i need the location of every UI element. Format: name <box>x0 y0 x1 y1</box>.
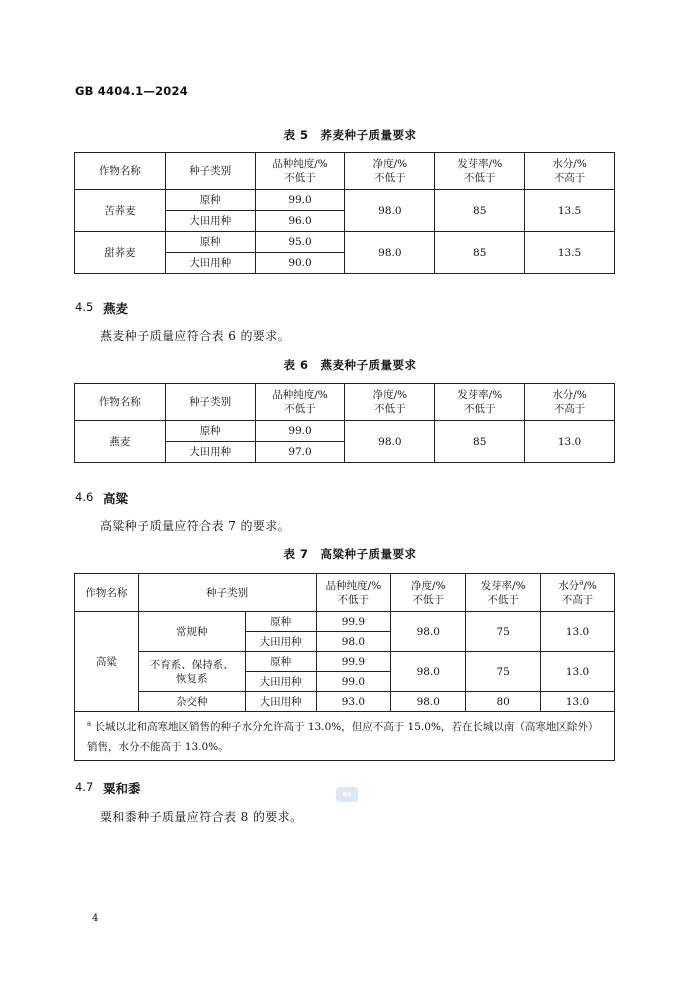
crop-name: 燕麦 <box>75 421 166 463</box>
section-4-5-number: 4.5 <box>75 300 94 314</box>
seed-class: 原种 <box>245 652 316 672</box>
table5-caption: 表 5 荞麦种子质量要求 <box>283 128 417 142</box>
moisture-value: 13.0 <box>541 692 615 712</box>
purity-value: 99.0 <box>316 672 391 692</box>
table-row <box>75 612 615 632</box>
footnote-marker: a <box>579 578 584 586</box>
cleanliness-value: 98.0 <box>345 232 435 274</box>
germination-value: 75 <box>466 612 541 652</box>
table7-header-germination: 发芽率/% 不低于 <box>466 574 541 612</box>
seed-class: 原种 <box>245 612 316 632</box>
table5-header-moisture: 水分/% 不高于 <box>525 153 615 190</box>
crop-name: 高粱 <box>75 612 139 712</box>
table6-header-germination: 发芽率/% 不低于 <box>435 384 525 421</box>
table7-header-crop: 作物名称 <box>75 574 139 612</box>
purity-value: 93.0 <box>316 692 391 712</box>
section-4-7-text: 粟和黍种子质量应符合表 8 的要求。 <box>100 810 303 824</box>
table6 <box>74 383 615 463</box>
cleanliness-value: 98.0 <box>391 692 466 712</box>
seed-class: 大田用种 <box>165 211 255 232</box>
section-4-5-title: 燕麦 <box>103 301 129 316</box>
seed-class: 原种 <box>165 232 255 253</box>
section-4-5-text: 燕麦种子质量应符合表 6 的要求。 <box>100 329 291 343</box>
seed-class: 大田用种 <box>245 692 316 712</box>
variety-type: 不育系、保持系、恢复系 <box>138 652 245 692</box>
table5-header-cleanliness: 净度/% 不低于 <box>345 153 435 190</box>
table6-header-moisture: 水分/% 不高于 <box>525 384 615 421</box>
table7-header-seed-class: 种子类别 <box>138 574 316 612</box>
purity-value: 99.0 <box>255 421 345 442</box>
table7-header-purity: 品种纯度/% 不低于 <box>316 574 391 612</box>
footnote-marker: a <box>87 719 92 728</box>
footnote-text: 长城以北和高寒地区销售的种子水分允许高于 13.0%，但应不高于 15.0%，若在长城以南（高寒地区除外）销售，水分不能高于 13.0%。 <box>87 721 599 753</box>
moisture-value: 13.0 <box>525 421 615 463</box>
table-row <box>75 652 615 672</box>
germination-value: 75 <box>466 652 541 692</box>
section-4-7-title: 粟和黍 <box>103 781 141 796</box>
purity-value: 99.9 <box>316 612 391 632</box>
purity-value: 96.0 <box>255 211 345 232</box>
crop-name: 苦荞麦 <box>75 190 166 232</box>
purity-value: 90.0 <box>255 253 345 274</box>
variety-type: 杂交种 <box>138 692 245 712</box>
purity-value: 95.0 <box>255 232 345 253</box>
table5-header-seed-class: 种子类别 <box>165 153 255 190</box>
table6-header-crop: 作物名称 <box>75 384 166 421</box>
seed-class: 大田用种 <box>165 442 255 463</box>
table7-header-cleanliness: 净度/% 不低于 <box>391 574 466 612</box>
moisture-value: 13.5 <box>525 190 615 232</box>
table-row <box>75 421 615 442</box>
cleanliness-value: 98.0 <box>345 421 435 463</box>
table6-header-cleanliness: 净度/% 不低于 <box>345 384 435 421</box>
table6-header-purity: 品种纯度/% 不低于 <box>255 384 345 421</box>
purity-value: 98.0 <box>316 632 391 652</box>
cleanliness-value: 98.0 <box>391 652 466 692</box>
table7-footnote <box>75 712 615 761</box>
seed-class: 大田用种 <box>245 672 316 692</box>
seed-class: 原种 <box>165 190 255 211</box>
seed-class: 原种 <box>165 421 255 442</box>
table-row <box>75 692 615 712</box>
page-number: 4 <box>92 913 99 924</box>
seed-class: 大田用种 <box>245 632 316 652</box>
purity-value: 99.9 <box>316 652 391 672</box>
table-row <box>75 190 615 211</box>
purity-value: 97.0 <box>255 442 345 463</box>
table6-header-seed-class: 种子类别 <box>165 384 255 421</box>
seed-class: 大田用种 <box>165 253 255 274</box>
germination-value: 85 <box>435 190 525 232</box>
table5-header-germination: 发芽率/% 不低于 <box>435 153 525 190</box>
purity-value: 99.0 <box>255 190 345 211</box>
moisture-value: 13.0 <box>541 612 615 652</box>
moisture-value: 13.0 <box>541 652 615 692</box>
table5-header-purity: 品种纯度/% 不低于 <box>255 153 345 190</box>
watermark-logo: ▪▪ <box>336 787 358 802</box>
section-4-6-title: 高粱 <box>103 491 129 506</box>
table-row <box>75 232 615 253</box>
cleanliness-value: 98.0 <box>345 190 435 232</box>
section-4-6-number: 4.6 <box>75 490 94 504</box>
crop-name: 甜荞麦 <box>75 232 166 274</box>
table5 <box>74 152 615 274</box>
table5-header-crop: 作物名称 <box>75 153 166 190</box>
variety-type: 常规种 <box>138 612 245 652</box>
table6-caption: 表 6 燕麦种子质量要求 <box>283 358 417 372</box>
table7-header-moisture: 水分$^a$/% 不高于 <box>541 574 615 612</box>
moisture-value: 13.5 <box>525 232 615 274</box>
table7 <box>74 573 615 761</box>
table-footnote-row <box>75 712 615 761</box>
standard-id: GB 4404.1—2024 <box>75 84 188 98</box>
germination-value: 85 <box>435 232 525 274</box>
section-4-7-number: 4.7 <box>75 780 94 794</box>
cleanliness-value: 98.0 <box>391 612 466 652</box>
table7-caption: 表 7 高粱种子质量要求 <box>283 547 417 561</box>
germination-value: 85 <box>435 421 525 463</box>
germination-value: 80 <box>466 692 541 712</box>
section-4-6-text: 高粱种子质量应符合表 7 的要求。 <box>100 519 291 533</box>
